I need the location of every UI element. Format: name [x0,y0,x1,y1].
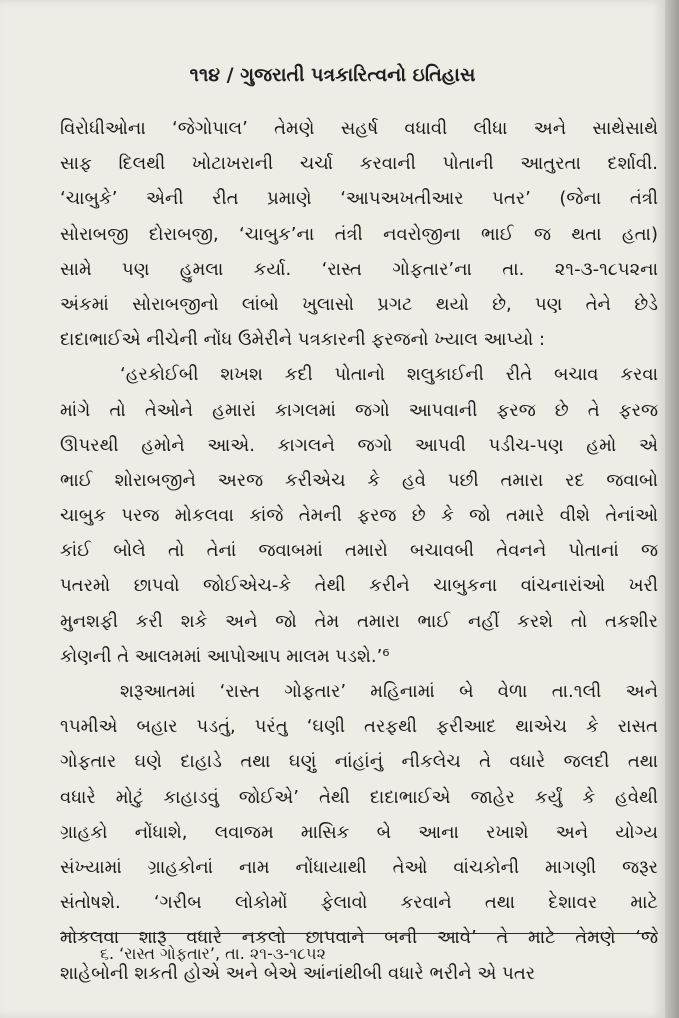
text-line: ઊપરથી હમોને આએ. કાગલને જગો આપવી પડીચ-પણ હમો એ [60,434,658,456]
text-line: ૧૫મીએ બહાર પડતું, પરંતુ ‘ઘણી તરફથી ફરીઆદ થાએચ કે રાસત [60,716,658,738]
text-line: ચાબુક પરજ મોકલવા કાંજે તેમની ફરજ છે કે જો તમારે વીશે તેનાંઓ [60,505,658,527]
text-line: સંતોષશે. ‘ગરીબ લોકોમોં ફેલાવો કરવાને તથા દેશાવર માટે [60,892,658,914]
footnote: ૬. ‘રાસ્ત ગોફતાર’, તા. ૨૧-૩-૧૮૫૨ [100,944,326,963]
text-line: સંખ્યામાં ગ્રાહકોનાં નામ નોંધાયાથી તેઓ વાંચકોની માગણી જરૂર [60,856,658,878]
text-line: પતરમો છાપવો જોઈએચ-કે તેથી કરીને ચાબુકના વાંચનારાંઓ ખરી [60,575,658,597]
text-line: દાદાભાઈએ નીચેની નોંધ ઉમેરીને પત્રકારની ફરજનો ખ્યાલ આપ્યો : [60,329,546,351]
text-line: વિરોધીઓના ‘જેગોપાલ’ તેમણે સહર્ષ વધાવી લીધા અને સાથેસાથે [60,118,658,139]
text-line: સોરાબજી દોરાબજી, ‘ચાબુક’ના તંત્રી નવરોજીના ભાઈ જ થતા હતા) [60,223,658,245]
text-line: ‘ચાબુકે’ એની રીત પ્રમાણે ‘આપઅખતીઆર પતર’ (જેના તંત્રી [60,188,658,210]
text-line: સાફ દિલથી ખોટાખરાની ચર્ચા કરવાની પોતાની આતુરતા દર્શાવી. [60,153,658,175]
page-edge [665,0,679,1018]
text-line: મુનશફી કરી શકે અને જો તેમ તમારા ભાઈ નહીં કરશે તો તકશીર [60,610,658,632]
text-line: સામે પણ હુમલા કર્યા. ‘રાસ્ત ગોફતાર’ના તા. ૨૧-૩-૧૮૫૨ના [60,258,658,280]
text-line: કાંઈ બોલે તો તેનાં જવાબમાં તમારો બચાવબી તેવનને પોતાનાં જ [60,540,658,562]
footnote-divider [60,933,658,934]
text-line: અંકમાં સોરાબજીનો લાંબો ખુલાસો પ્રગટ થયો છે, પણ તેને છેડે [60,293,658,315]
text-line: શાહેબોની શકતી હોએ અને બેએ આંનાંથીબી વધારે ભરીને એ પતર [60,962,536,984]
text-line: કોણની તે આલમમાં આપોઆપ માલમ પડશે.’⁶ [60,645,390,667]
text-line: વધારે મોટું કાહાડવું જોઈએ’ તેથી દાદાભાઈએ જાહેર કર્યું કે હવેથી [60,786,658,808]
page-header: ૧૧૪ / ગુજરાતી પત્રકારિત્વનો ઇતિહાસ [189,64,476,86]
text-line: ભાઈ શોરાબજીને અરજ કરીએચ કે હવે પછી તમારા રદ જવાબો [60,469,658,491]
body-text [60,111,658,991]
text-line: માંગે તો તેઓને હમારાં કાગલમાં જગો આપવાની ફરજ છે તે ફરજ [60,399,658,421]
text-line: ગોફતાર ઘણે દાહાડે તથા ઘણું નાંહાંનું નીકલેચ તે વધારે જલદી તથા [60,751,658,773]
text-line: ગ્રાહકો નોંધાશે, લવાજમ માસિક બે આના રખાશે અને યોગ્ય [60,821,658,843]
text-line: શરૂઆતમાં ‘રાસ્ત ગોફતાર’ મહિનામાં બે વેળા તા.૧લી અને [120,681,658,702]
text-line: ‘હરકોઈબી શખશ કદી પોતાનો શલુકાઈની રીતે બચાવ કરવા [120,364,658,386]
text-line: મોકલવા શારૂ વધારે નકલો છાપવાને બની આવે’ તે માટે તેમણે ‘જે [60,927,658,949]
